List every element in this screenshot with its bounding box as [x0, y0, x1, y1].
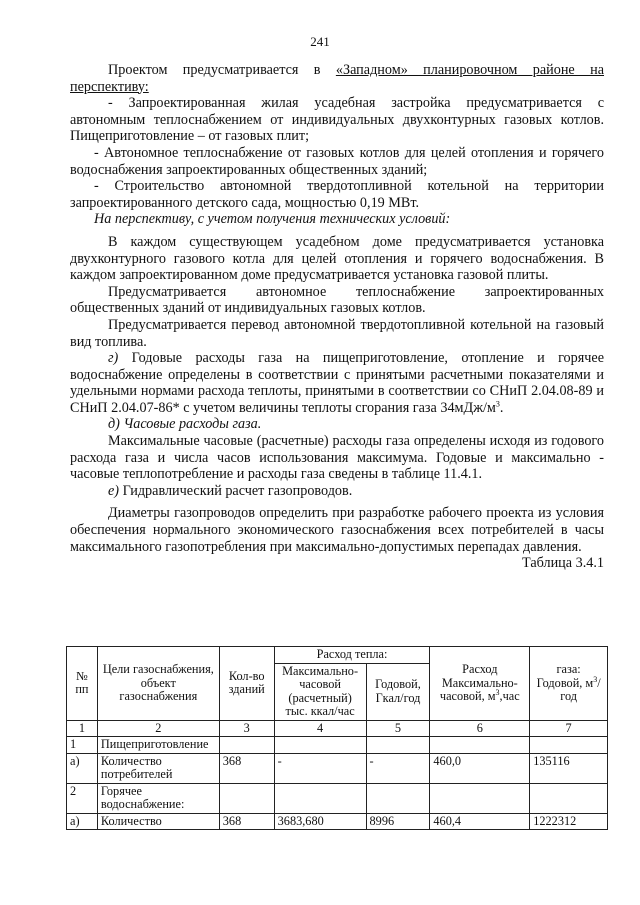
paragraph-annual-consumption [70, 350, 604, 416]
column-number: 4 [274, 720, 366, 737]
cell-no: а) [67, 753, 98, 783]
cell-heat-year [366, 783, 430, 813]
paragraph-hourly-heading: д) Часовые расходы газа. [108, 416, 262, 433]
table-caption: Таблица 3.4.1 [522, 555, 604, 572]
cell-name: Количество потребителей [97, 753, 219, 783]
cell-count [219, 783, 274, 813]
cell-name: Пищеприготовление [97, 737, 219, 754]
intro-text: Проектом предусматривается в [108, 62, 336, 78]
header-target: Цели газоснабжения, объект газоснабжения [97, 647, 219, 721]
table-row [67, 783, 608, 813]
cell-no: а) [67, 813, 98, 830]
paragraph-public-buildings: Предусматривается автономное теплоснабжение запроектированных общественных зданий от индивидуальных газовых котлов. [70, 283, 604, 317]
paragraph-item-1: - Запроектированная жилая усадебная застройка предусматривается с автономным теплоснабжением от индивидуальных двухконтурных газовых котлов. Пищеприготовление – от газовых плит; [70, 95, 604, 145]
column-number: 3 [219, 720, 274, 737]
item-letter-g: г) [108, 350, 119, 367]
document-body [70, 62, 604, 572]
cell-heat-max: - [274, 753, 366, 783]
column-number-row [67, 720, 608, 737]
cell-count: 368 [219, 813, 274, 830]
header-heat-max: Максимально-часовой (расчетный) тыс. ккал/час [274, 663, 366, 720]
column-number: 2 [97, 720, 219, 737]
gas-year-label: газа: Годовой, м [536, 662, 594, 690]
cell-count [219, 737, 274, 754]
cell-no: 1 [67, 737, 98, 754]
cell-gas-max [430, 737, 530, 754]
superscript: 3 [495, 399, 500, 409]
gas-consumption-table [66, 646, 608, 830]
cell-gas-max: 460,4 [430, 813, 530, 830]
header-heat-consumption: Расход тепла: [274, 647, 430, 664]
header-gas-year [530, 647, 608, 721]
item-letter-e: е) [108, 482, 120, 499]
column-number: 6 [430, 720, 530, 737]
annual-consumption-text: Годовые расходы газа на пищеприготовление, отопление и горячее водоснабжение определены в соответствии с принятыми расчетными показателями и удельными нормами расхода теплоты, принятыми в соответствии со СНиП 2.04.08-89 и СНиП 2.04.07-86* с учетом величины теплоты сгорания газа 34мДж/м [70, 350, 604, 416]
table-row [67, 753, 608, 783]
paragraph-item-2: - Автономное теплоснабжение от газовых котлов для целей отопления и горячего водоснабжения запроектированных общественных зданий; [70, 144, 604, 178]
intro-underlined-text: «Западном» планировочном районе на перспективу: [70, 62, 605, 95]
period: . [499, 399, 504, 416]
cell-gas-year: 1222312 [530, 813, 608, 830]
gas-max-unit: ,час [499, 689, 520, 703]
superscript: 3 [593, 674, 598, 684]
cell-gas-year: 135116 [530, 753, 608, 783]
column-number: 5 [366, 720, 430, 737]
cell-gas-max: 460,0 [430, 753, 530, 783]
paragraph-pipe-diameters: Диаметры газопроводов определить при разработке рабочего проекта из условия обеспечения нормального экономического газоснабжения всех потребителей в часы максимального газопотребления при максимально-допустимых перепадах давления. [70, 505, 604, 555]
hydraulic-heading-text: Гидравлический расчет газопроводов. [119, 482, 353, 499]
cell-heat-max [274, 737, 366, 754]
cell-gas-max [430, 783, 530, 813]
cell-no: 2 [67, 783, 98, 813]
column-number: 1 [67, 720, 98, 737]
header-number: № пп [67, 647, 98, 721]
cell-name: Горячее водоснабжение: [97, 783, 219, 813]
paragraph-boiler-conversion: Предусматривается перевод автономной твердотопливной котельной на газовый вид топлива. [70, 316, 604, 350]
paragraph-intro [70, 62, 604, 95]
paragraph-existing-houses: В каждом существующем усадебном доме предусматривается установка двухконтурного газового котла для целей отопления и горячего водоснабжения. В каждом запроектированном доме предусматривается установка газовой плиты. [70, 233, 604, 284]
paragraph-item-3: - Строительство автономной твердотопливной котельной на территории запроектированного детского сада, мощностью 0,19 МВт. [70, 178, 604, 211]
cell-heat-year: - [366, 753, 430, 783]
paragraph-perspective-heading: На перспективу, с учетом получения технических условий: [94, 211, 451, 228]
paragraph-hourly-consumption: Максимальные часовые (расчетные) расходы газа определены исходя из годового расхода газа и числа часов использования максимума. Годовые и максимально - часовые теплопотребление и расходы газа сведены в таблице 11.4.1. [70, 433, 604, 483]
cell-heat-year [366, 737, 430, 754]
cell-heat-max: 3683,680 [274, 813, 366, 830]
cell-name: Количество [97, 813, 219, 830]
header-building-count: Кол-во зданий [219, 647, 274, 721]
page-number: 241 [310, 34, 330, 49]
header-heat-year: Годовой, Гкал/год [366, 663, 430, 720]
cell-heat-year: 8996 [366, 813, 430, 830]
cell-gas-year [530, 783, 608, 813]
cell-gas-year [530, 737, 608, 754]
cell-heat-max [274, 783, 366, 813]
superscript: 3 [495, 687, 500, 697]
table-row [67, 813, 608, 830]
column-number: 7 [530, 720, 608, 737]
header-gas-max [430, 647, 530, 721]
paragraph-hydraulic-heading [70, 483, 604, 500]
cell-count: 368 [219, 753, 274, 783]
gas-year-unit: /год [560, 675, 601, 703]
gas-max-label: Расход Максимально-часовой, м [439, 662, 518, 703]
table-row [67, 737, 608, 754]
